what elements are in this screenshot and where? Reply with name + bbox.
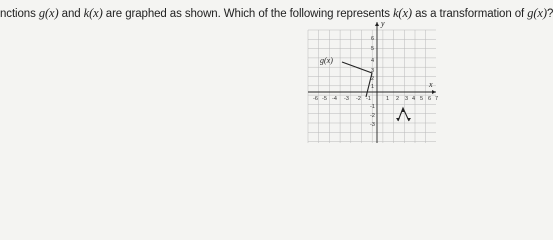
g-curve-label: g(x): [320, 56, 333, 65]
x-tick-label: -2: [356, 96, 361, 102]
x-tick-label: 6: [428, 96, 432, 102]
y-tick-label: -3: [370, 122, 375, 128]
y-tick-label: -2: [370, 113, 375, 119]
x-tick-label: 5: [420, 96, 424, 102]
x-axis-label: x: [429, 80, 433, 89]
x-tick-label: 1: [386, 96, 390, 102]
x-tick-label: -6: [313, 96, 318, 102]
arrowhead-icon: [407, 118, 411, 121]
x-axis-arrow-icon: [432, 90, 436, 94]
question-text: nctions g(x) and k(x) are graphed as shown. Which of the following represents k(x) as a transformation of g(x)?: [0, 6, 553, 20]
x-tick-label: -1: [366, 96, 371, 102]
y-tick-label: 2: [371, 76, 375, 82]
x-tick-label: 7: [435, 96, 439, 102]
x-tick-label: -3: [344, 96, 349, 102]
g-of-x-label: g(x): [38, 6, 59, 20]
y-tick-label: 4: [371, 58, 375, 64]
g-of-x-label: g(x): [527, 6, 547, 20]
y-tick-label: 3: [371, 68, 375, 74]
y-axis-arrow-icon: [375, 22, 379, 26]
k-of-x-label: k(x): [392, 6, 412, 20]
y-tick-label: -1: [370, 104, 375, 110]
x-tick-label: -5: [322, 96, 327, 102]
x-tick-label: -4: [332, 96, 337, 102]
arrowhead-icon: [396, 118, 400, 121]
tick-labels: [313, 36, 438, 128]
x-tick-label: 4: [412, 96, 416, 102]
y-axis-label: y: [381, 19, 385, 28]
x-tick-label: 3: [405, 96, 409, 102]
x-tick-label: 2: [396, 96, 400, 102]
y-tick-label: 1: [371, 84, 375, 90]
k-of-x-label: k(x): [83, 6, 103, 20]
y-tick-label: 6: [371, 36, 375, 42]
y-tick-label: 5: [371, 46, 375, 52]
